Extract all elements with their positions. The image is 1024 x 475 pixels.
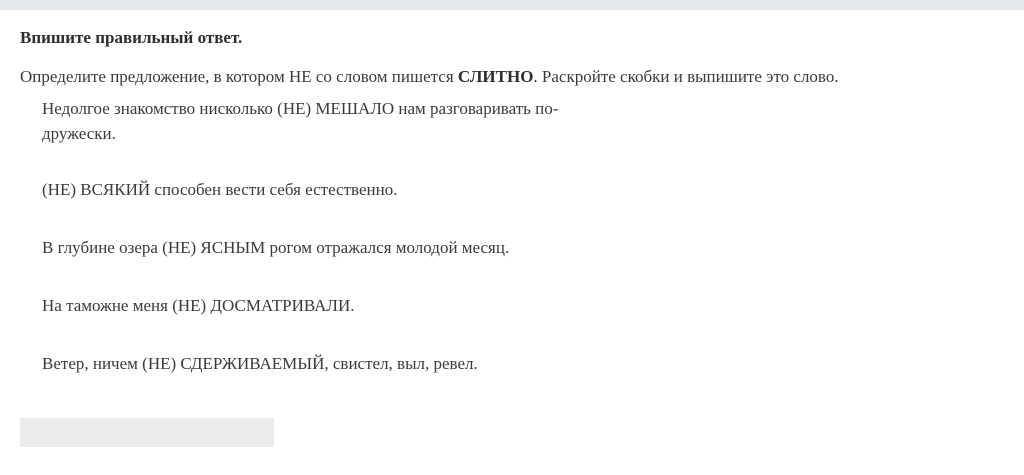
sentence-item: Ветер, ничем (НЕ) СДЕРЖИВАЕМЫЙ, свистел, выл, ревел. xyxy=(42,354,478,373)
task-text xyxy=(20,67,839,87)
instruction-heading: Впишите правильный ответ. xyxy=(20,28,243,47)
task-text-before: Определите предложение, в котором НЕ со словом пишется xyxy=(20,67,458,86)
answer-input[interactable] xyxy=(20,418,274,447)
task-emphasis: СЛИТНО xyxy=(457,67,534,86)
sentence-item: В глубине озера (НЕ) ЯСНЫМ рогом отражался молодой месяц. xyxy=(42,238,510,257)
task-text-after: . Раскройте скобки и выпишите это слово. xyxy=(533,67,839,86)
sentence-item: (НЕ) ВСЯКИЙ способен вести себя естественно. xyxy=(42,180,398,199)
sentence-item: Недолгое знакомство нисколько (НЕ) МЕШАЛО нам разговаривать по-дружески. xyxy=(42,99,559,143)
top-bar xyxy=(0,0,1024,10)
sentence-item: На таможне меня (НЕ) ДОСМАТРИВАЛИ. xyxy=(42,296,355,315)
